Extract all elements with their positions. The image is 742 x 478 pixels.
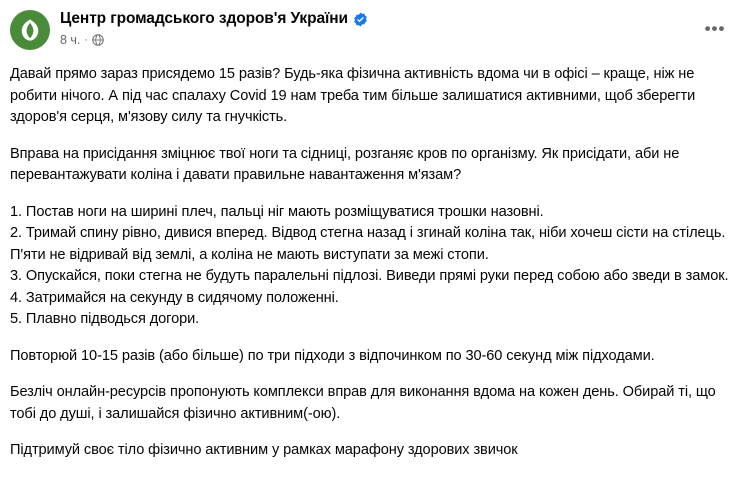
post-paragraph: Безліч онлайн-ресурсів пропонують комплекси вправ для виконання вдома на кожен день. Обирай ті, що тобі до душі, і залишайся фізично активним(-ою).	[10, 384, 716, 422]
post-timestamp[interactable]: 8 ч.	[60, 33, 81, 47]
post-body	[10, 64, 732, 462]
post-step: 2. Тримай спину рівно, дивися вперед. Відвод стегна назад і згинай коліна так, ніби хочеш сісти на стілець. П'яти не відривай від землі, а коліна не мають виступати за межі стопи.	[10, 225, 726, 263]
page-name[interactable]: Центр громадського здоров'я України	[60, 10, 348, 27]
post-header	[10, 8, 732, 54]
globe-icon[interactable]	[92, 34, 104, 46]
post-paragraph: Давай прямо зараз присядемо 15 разів? Будь-яка фізична активність вдома чи в офісі – краще, ніж не робити нічого. А під час спалаху Covid 19 нам треба тим більше залишатися активними, щоб зберегти здоров'я серця, м'язову силу та гнучкість.	[10, 66, 696, 125]
post-step: 5. Плавно підводься догори.	[10, 311, 200, 327]
post-step: 4. Затримайся на секунду в сидячому положенні.	[10, 289, 339, 306]
post-header-text	[60, 8, 368, 48]
post-paragraph: Підтримуй своє тіло фізично активним у рамках марафону здорових звичок	[10, 442, 518, 458]
post-paragraph: Повторюй 10-15 разів (або більше) по три підходи з відпочинком по 30-60 секунд між підходами.	[10, 347, 655, 364]
avatar[interactable]	[10, 10, 50, 50]
post-paragraph: Вправа на присідання зміцнює твої ноги та сідниці, розганяє кров по організму. Як присідати, аби не перевантажувати коліна і давати правильне навантаження м'язам?	[10, 145, 680, 183]
post-steps-list	[10, 202, 732, 331]
page-name-row	[60, 9, 368, 29]
post-step: 3. Опускайся, поки стегна не будуть паралельні підлозі. Виведи прямі руки перед собою або зведи в замок.	[10, 268, 729, 284]
meta-separator: ·	[84, 34, 89, 46]
post-step: 1. Постав ноги на ширині плеч, пальці ніг мають розміщуватися трошки назовні.	[10, 203, 544, 220]
leaf-logo-icon	[17, 17, 43, 43]
post-options-button[interactable]: •••	[704, 19, 726, 38]
verified-badge-icon	[353, 12, 368, 27]
post-meta	[60, 32, 368, 48]
